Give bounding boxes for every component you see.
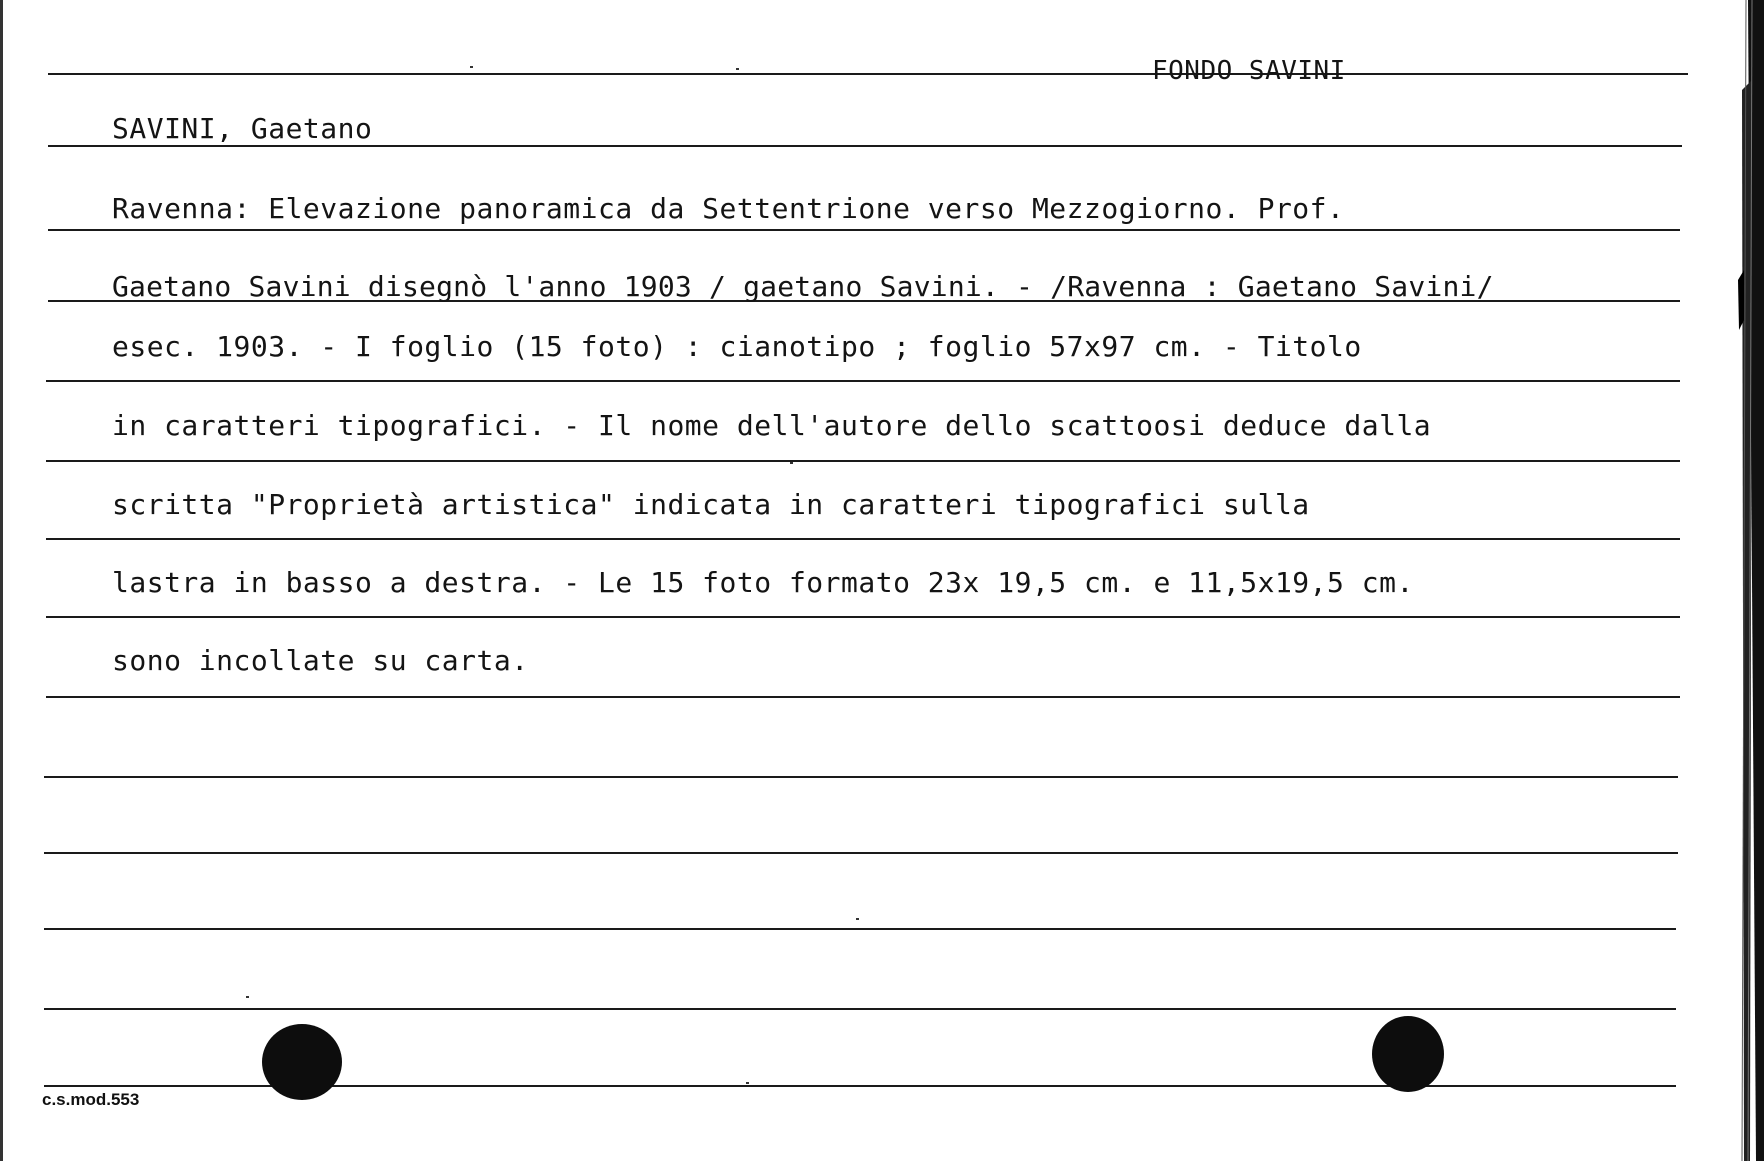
scan-speck [736, 68, 739, 70]
scan-speck [856, 918, 859, 920]
card-rule [44, 1008, 1676, 1010]
description-line: Ravenna: Elevazione panoramica da Settentrione verso Mezzogiorno. Prof. [112, 192, 1345, 225]
description-line: lastra in basso a destra. - Le 15 foto formato 23x 19,5 cm. e 11,5x19,5 cm. [112, 566, 1414, 599]
scan-speck [246, 996, 249, 998]
card-rule [46, 538, 1680, 540]
card-rule [48, 145, 1682, 147]
card-rule [48, 73, 1688, 75]
card-rule [44, 776, 1678, 778]
scan-speck [470, 66, 473, 68]
card-rule [44, 852, 1678, 854]
scan-left-edge [0, 0, 3, 1161]
description-line: in caratteri tipografici. - Il nome dell'autore dello scattoosi deduce dalla [112, 409, 1432, 442]
description-line: sono incollate su carta. [112, 644, 529, 677]
description-line: scritta "Proprietà artistica" indicata in caratteri tipografici sulla [112, 488, 1310, 521]
card-rule [46, 460, 1680, 462]
punch-hole-right [1372, 1016, 1444, 1092]
card-rule [46, 380, 1680, 382]
card-rule [46, 616, 1680, 618]
scan-right-edge [1734, 0, 1764, 1161]
description-line: Gaetano Savini disegnò l'anno 1903 / gaetano Savini. - /Ravenna : Gaetano Savini/ [112, 270, 1494, 303]
scan-speck [746, 1082, 749, 1084]
author-heading: SAVINI, Gaetano [112, 112, 373, 145]
card-rule [48, 229, 1680, 231]
punch-hole-left [262, 1024, 342, 1100]
form-code: c.s.mod.553 [42, 1090, 140, 1109]
card-rule [44, 928, 1676, 930]
scan-speck [790, 462, 793, 464]
description-line: esec. 1903. - I foglio (15 foto) : cianotipo ; foglio 57x97 cm. - Titolo [112, 330, 1362, 363]
card-rule [46, 696, 1680, 698]
collection-label: FONDO SAVINI [1152, 56, 1346, 86]
